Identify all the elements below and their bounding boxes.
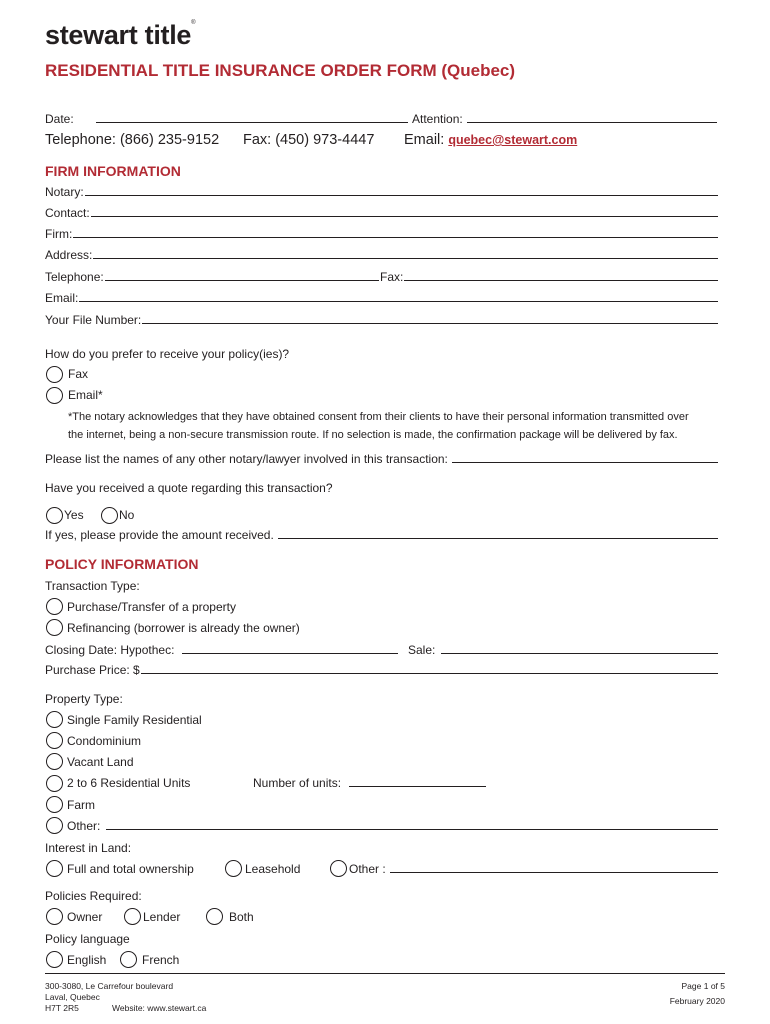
french-radio[interactable]	[120, 951, 137, 968]
policy-information-heading: POLICY INFORMATION	[45, 556, 199, 572]
contact-label: Contact:	[45, 206, 90, 220]
firm-label: Firm:	[45, 227, 73, 241]
stewart-title-logo: stewart title®	[45, 20, 196, 50]
footer-divider	[45, 973, 725, 974]
quote-amount-label: If yes, please provide the amount received.	[45, 528, 274, 542]
date-label: Date:	[45, 112, 74, 126]
email-radio[interactable]	[46, 387, 63, 404]
file-number-label: Your File Number:	[45, 313, 142, 327]
quote-yes-radio[interactable]	[46, 507, 63, 524]
owner-label: Owner	[67, 910, 103, 924]
footer-address-line2: Laval, Quebec	[45, 992, 100, 1002]
owner-radio[interactable]	[46, 908, 63, 925]
full-ownership-radio[interactable]	[46, 860, 63, 877]
vacant-land-label: Vacant Land	[67, 755, 134, 769]
fax-option-label: Fax	[68, 367, 89, 381]
leasehold-radio[interactable]	[225, 860, 242, 877]
notary-field[interactable]	[45, 185, 718, 199]
condominium-radio[interactable]	[46, 732, 63, 749]
firm-telephone-label: Telephone:	[45, 270, 104, 284]
property-type-label: Property Type:	[45, 692, 123, 706]
firm-field[interactable]	[45, 227, 718, 241]
quote-no-radio[interactable]	[101, 507, 118, 524]
notary-label: Notary:	[45, 185, 84, 199]
page-number: Page 1 of 5	[681, 981, 725, 991]
transaction-type-label: Transaction Type:	[45, 579, 140, 593]
quote-no-label: No	[119, 508, 135, 522]
refinancing-label: Refinancing (borrower is already the owner)	[67, 621, 300, 635]
fax-number: Fax: (450) 973-4447	[243, 132, 375, 148]
firm-email-label: Email:	[45, 291, 79, 305]
property-other-label: Other:	[67, 819, 101, 833]
english-radio[interactable]	[46, 951, 63, 968]
both-label: Both	[229, 910, 254, 924]
firm-fax-field[interactable]	[380, 270, 718, 284]
purchase-price-label: Purchase Price: $	[45, 663, 140, 677]
date-field[interactable]	[45, 112, 408, 126]
quote-yes-label: Yes	[64, 508, 84, 522]
purchase-radio[interactable]	[46, 598, 63, 615]
policy-language-label: Policy language	[45, 932, 130, 946]
interest-other-label: Other :	[349, 862, 386, 876]
number-of-units-label: Number of units:	[253, 776, 342, 790]
fax-radio[interactable]	[46, 366, 63, 383]
purchase-price-field[interactable]	[45, 663, 718, 677]
single-family-label: Single Family Residential	[67, 713, 202, 727]
purchase-label: Purchase/Transfer of a property	[67, 600, 236, 614]
full-ownership-label: Full and total ownership	[67, 862, 194, 876]
revision-date: February 2020	[669, 996, 725, 1006]
property-other-radio[interactable]	[46, 817, 63, 834]
interest-in-land-label: Interest in Land:	[45, 841, 132, 855]
form-title: RESIDENTIAL TITLE INSURANCE ORDER FORM (Quebec)	[45, 61, 516, 80]
refinancing-radio[interactable]	[46, 619, 63, 636]
other-notary-label: Please list the names of any other notary/lawyer involved in this transaction:	[45, 452, 448, 466]
condominium-label: Condominium	[67, 734, 142, 748]
file-number-field[interactable]	[45, 313, 718, 327]
lender-label: Lender	[143, 910, 181, 924]
footer-postal-code: H7T 2R5	[45, 1003, 79, 1013]
receive-policy-question: How do you prefer to receive your policy(ies)?	[45, 347, 290, 361]
farm-radio[interactable]	[46, 796, 63, 813]
sale-field[interactable]	[408, 643, 718, 657]
address-field[interactable]	[45, 248, 718, 262]
two-to-six-units-label: 2 to 6 Residential Units	[67, 776, 191, 790]
footer-website: Website: www.stewart.ca	[112, 1003, 207, 1013]
firm-information-heading: FIRM INFORMATION	[45, 163, 181, 179]
attention-label: Attention:	[412, 112, 463, 126]
firm-fax-label: Fax:	[380, 270, 404, 284]
consent-note-line2: the internet, being a non-secure transmission route. If no selection is made, the confirmation package will be delivered by fax.	[68, 429, 678, 441]
sale-label: Sale:	[408, 643, 436, 657]
farm-label: Farm	[67, 798, 95, 812]
other-notary-field[interactable]	[45, 452, 718, 466]
email-link[interactable]: quebec@stewart.com	[448, 133, 578, 147]
footer-address-line1: 300-3080, Le Carrefour boulevard	[45, 981, 174, 991]
number-of-units-field[interactable]	[253, 776, 486, 790]
interest-other-field[interactable]	[349, 862, 718, 876]
french-label: French	[142, 953, 180, 967]
interest-other-radio[interactable]	[330, 860, 347, 877]
contact-field[interactable]	[45, 206, 718, 220]
quote-amount-field[interactable]	[45, 528, 718, 542]
consent-note-line1: *The notary acknowledges that they have obtained consent from their clients to have their personal information transmitted over	[68, 411, 689, 423]
single-family-radio[interactable]	[46, 711, 63, 728]
closing-hypothec-label: Closing Date: Hypothec:	[45, 643, 175, 657]
two-to-six-units-radio[interactable]	[46, 775, 63, 792]
leasehold-label: Leasehold	[245, 862, 301, 876]
quote-question: Have you received a quote regarding this transaction?	[45, 481, 333, 495]
email-option-label: Email*	[68, 388, 103, 402]
address-label: Address:	[45, 248, 93, 262]
property-other-field[interactable]	[67, 819, 718, 833]
vacant-land-radio[interactable]	[46, 753, 63, 770]
firm-telephone-field[interactable]	[45, 270, 379, 284]
email-contact: Email: quebec@stewart.com	[404, 132, 578, 148]
closing-hypothec-field[interactable]	[45, 643, 398, 657]
english-label: English	[67, 953, 107, 967]
telephone-number: Telephone: (866) 235-9152	[45, 132, 220, 148]
both-radio[interactable]	[206, 908, 223, 925]
firm-email-field[interactable]	[45, 291, 718, 305]
lender-radio[interactable]	[124, 908, 141, 925]
policies-required-label: Policies Required:	[45, 889, 142, 903]
attention-field[interactable]	[412, 112, 717, 126]
